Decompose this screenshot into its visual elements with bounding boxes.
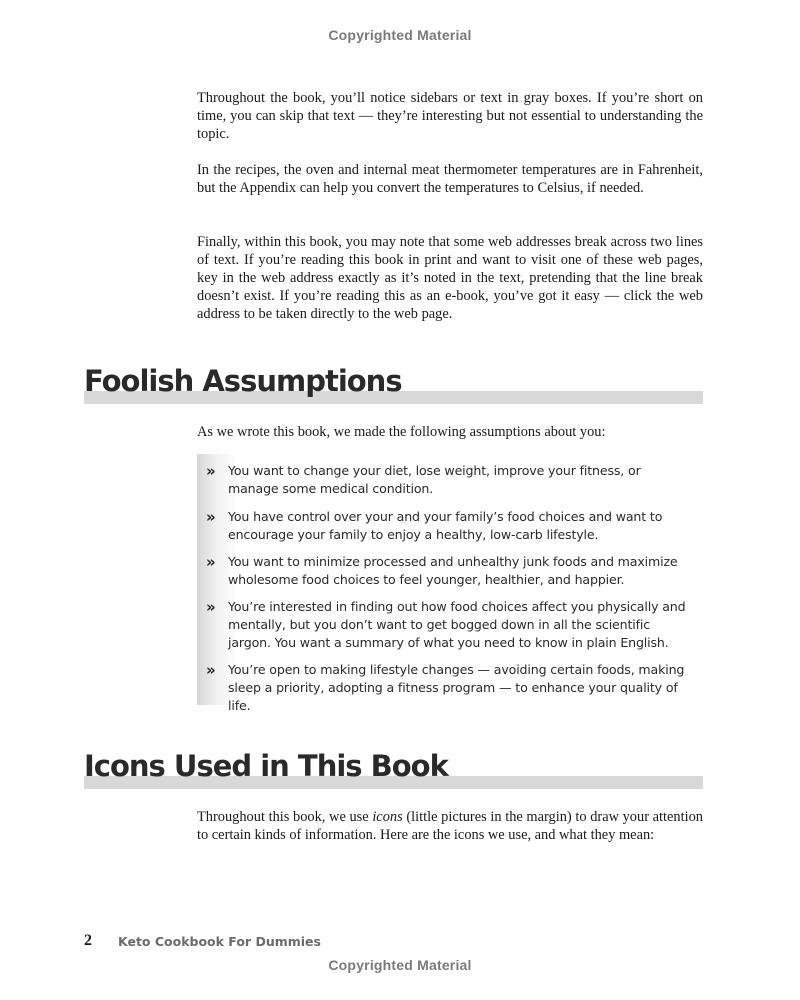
heading-title: Icons Used in This Book [84, 749, 448, 783]
section-heading-icons-used [84, 749, 703, 783]
list-item-text: You want to minimize processed and unhealthy junk foods and maximize wholesome food choices to feel younger, healthier, and happier. [228, 554, 678, 587]
icons-text-before: Throughout this book, we use [197, 809, 373, 825]
assumptions-intro: As we wrote this book, we made the following assumptions about you: [197, 424, 606, 440]
assumptions-bullet-box [197, 454, 703, 713]
chevron-right-double-icon: » [206, 598, 216, 616]
copyright-watermark-bottom: Copyrighted Material [328, 957, 472, 973]
chevron-right-double-icon: » [206, 462, 216, 480]
chevron-right-double-icon: » [206, 553, 216, 571]
paragraph-temperatures: In the recipes, the oven and internal meat thermometer temperatures are in Fahrenheit, but the Appendix can help you convert the temperatures to Celsius, if needed. [197, 162, 703, 196]
list-item-text: You’re interested in finding out how food choices affect you physically and mentally, but you don’t want to get bogged down in all the scientific jargon. You want a summary of what you need to know in plain English. [228, 599, 686, 650]
paragraph-icons-intro [197, 808, 703, 844]
paragraph-web-addresses: Finally, within this book, you may note that some web addresses break across two lines of text. If you’re reading this book in print and want to visit one of these web pages, key in the web address exactly as it’s noted in the text, pretending that the line break doesn’t exist. If you’re reading this as an e-book, you’ve got it easy — click the web address to be taken directly to the web page. [197, 234, 703, 322]
heading-title: Foolish Assumptions [84, 364, 402, 398]
paragraph-gray-boxes: Throughout the book, you’ll notice sidebars or text in gray boxes. If you’re short on time, you can skip that text — they’re interesting but not essential to understanding the topic. [197, 90, 703, 142]
list-item-text: You want to change your diet, lose weight, improve your fitness, or manage some medical condition. [228, 463, 641, 496]
copyright-watermark-top: Copyrighted Material [328, 27, 472, 43]
icons-text-after: (little pictures in the margin) to draw your attention to certain kinds of information. Here are the icons we use, and what they mean: [197, 809, 703, 843]
list-item-text: You’re open to making lifestyle changes — avoiding certain foods, making sleep a priority, adopting a fitness program — to enhance your quality of life. [228, 662, 685, 713]
running-head: Keto Cookbook For Dummies [118, 934, 321, 949]
icons-emphasis: icons [372, 809, 403, 825]
page-number: 2 [84, 932, 92, 949]
chevron-right-double-icon: » [206, 508, 216, 526]
chevron-right-double-icon: » [206, 661, 216, 679]
section-heading-foolish-assumptions [84, 364, 703, 398]
list-item-text: You have control over your and your family’s food choices and want to encourage your family to enjoy a healthy, low-carb lifestyle. [228, 509, 663, 542]
